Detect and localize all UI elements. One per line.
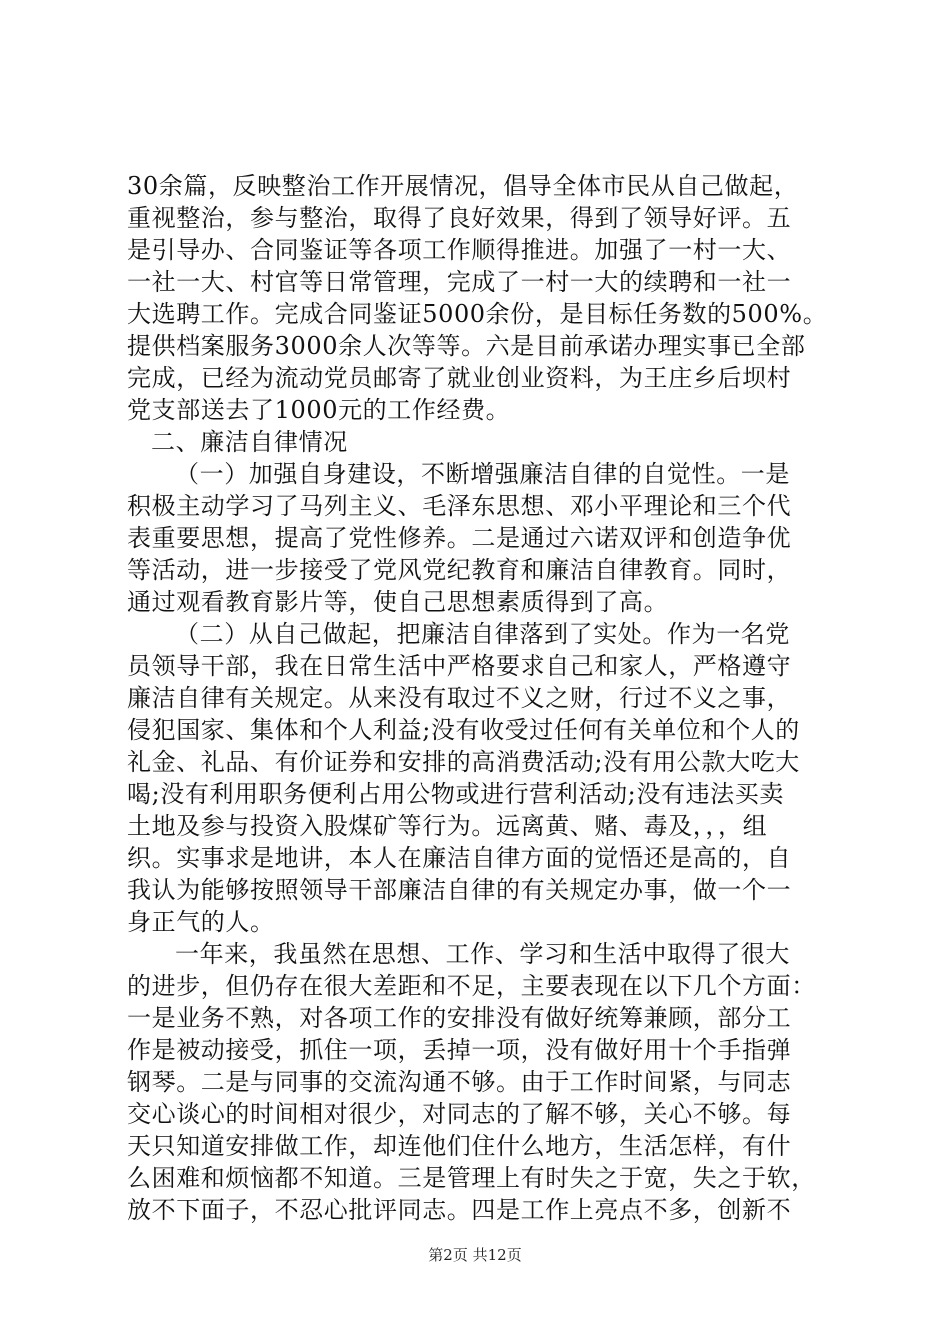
text-line: 作是被动接受，抓住一项，丢掉一项，没有做好用十个手指弹 — [127, 1036, 792, 1064]
text-line: 的进步，但仍存在很大差距和不足，主要表现在以下几个方面： — [127, 972, 816, 1000]
text-line: 表重要思想，提高了党性修养。二是通过六诺双评和创造争优 — [127, 524, 792, 552]
text-line: 完成，已经为流动党员邮寄了就业创业资料，为王庄乡后坝村 — [127, 364, 792, 392]
text-line: 交心谈心的时间相对很少，对同志的了解不够，关心不够。每 — [127, 1100, 792, 1128]
text-line: 一社一大、村官等日常管理，完成了一村一大的续聘和一社一 — [127, 268, 792, 296]
text-line: 重视整治，参与整治，取得了良好效果，得到了领导好评。五 — [127, 204, 792, 232]
text-line: 一年来，我虽然在思想、工作、学习和生活中取得了很大 — [175, 940, 790, 968]
text-line: 廉洁自律有关规定。从来没有取过不义之财，行过不义之事， — [127, 684, 792, 712]
text-line: 一是业务不熟，对各项工作的安排没有做好统筹兼顾，部分工 — [127, 1004, 792, 1032]
text-line: 是引导办、合同鉴证等各项工作顺得推进。加强了一村一大、 — [127, 236, 792, 264]
text-line: 通过观看教育影片等，使自己思想素质得到了高。 — [127, 588, 669, 616]
text-line: 喝;没有利用职务便利占用公物或进行营利活动;没有违法买卖 — [127, 780, 784, 808]
text-line: 土地及参与投资入股煤矿等行为。远离黄、赌、毒及，，，组 — [127, 812, 768, 840]
text-line: 30余篇，反映整治工作开展情况，倡导全体市民从自己做起， — [127, 172, 799, 200]
text-line: 放不下面子，不忍心批评同志。四是工作上亮点不多，创新不 — [127, 1196, 792, 1224]
page-number-footer: 第2页 共12页 — [428, 1246, 522, 1264]
text-line: （一）加强自身建设，不断增强廉洁自律的自觉性。一是 — [175, 460, 790, 488]
text-line: 织。实事求是地讲，本人在廉洁自律方面的觉悟还是高的，自 — [127, 844, 792, 872]
text-line: 积极主动学习了马列主义、毛泽东思想、邓小平理论和三个代 — [127, 492, 792, 520]
text-line: 钢琴。二是与同事的交流沟通不够。由于工作时间紧，与同志 — [127, 1068, 792, 1096]
text-line: 么困难和烦恼都不知道。三是管理上有时失之于宽，失之于软， — [127, 1164, 816, 1192]
text-line: 侵犯国家、集体和个人利益;没有收受过任何有关单位和个人的 — [127, 716, 800, 744]
text-line: 天只知道安排做工作，却连他们住什么地方，生活怎样，有什 — [127, 1132, 792, 1160]
text-line: （二）从自己做起，把廉洁自律落到了实处。作为一名党 — [175, 620, 790, 648]
text-line: 礼金、礼品、有价证券和安排的高消费活动;没有用公款大吃大 — [127, 748, 800, 776]
text-line: 大选聘工作。完成合同鉴证5000余份，是目标任务数的500%。 — [127, 300, 828, 328]
text-line: 员领导干部，我在日常生活中严格要求自己和家人，严格遵守 — [127, 652, 792, 680]
document-body — [127, 170, 833, 1226]
text-line: 等活动，进一步接受了党风党纪教育和廉洁自律教育。同时， — [127, 556, 792, 584]
text-line: 提供档案服务3000余人次等等。六是目前承诺办理实事已全部 — [127, 332, 806, 360]
section-heading: 二、廉洁自律情况 — [151, 428, 348, 456]
text-line: 我认为能够按照领导干部廉洁自律的有关规定办事，做一个一 — [127, 876, 792, 904]
text-line: 身正气的人。 — [127, 908, 275, 936]
text-line: 党支部送去了1000元的工作经费。 — [127, 396, 511, 424]
